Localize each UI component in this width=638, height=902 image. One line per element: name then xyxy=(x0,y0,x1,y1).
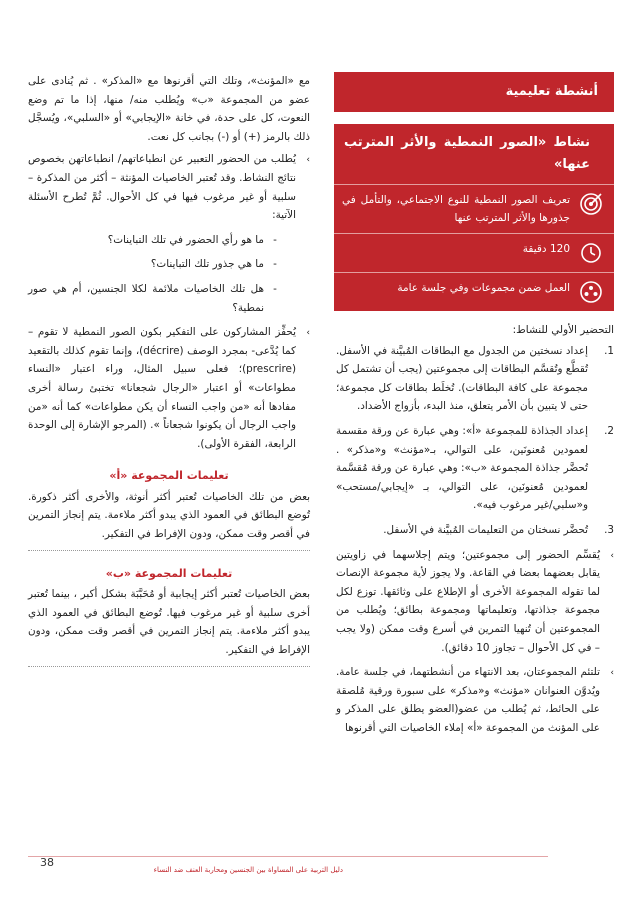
continuation-paragraph: مع «المؤنث»، وتلك التي أقرنوها مع «المذكر» . ثم يُنادى على عضو من المجموعة «ب» ويُطلب منه/ منها، إذا ما تم وضع النعوت، كل على حدة، في خانة «الإيجابي» أو «السلبي»، ويُسجَّل ذلك بالرمز (+) أو (-) بجانب كل نعت. xyxy=(28,75,310,143)
group-b-title: تعليمات المجموعة «ب» xyxy=(105,566,233,580)
question-marker: - xyxy=(273,233,277,246)
page-number: 38 xyxy=(40,856,54,869)
divider xyxy=(28,666,310,667)
prep-section xyxy=(336,321,614,737)
step-text: إعداد الجذاذة للمجموعة «أ»: وهي عبارة عن ورقة مقسمة لعمودين مُعنونَين، على التوالي، بـ«مؤنث» و«مذكر» . تُحضَّر جذاذة المجموعة «ب»: وهي عبارة عن ورقة مُقسَّمة لعمودين مُعنونَين، على التوالي، بـ «إيجابي/مستحب» و«سلبي/غير مرغوب فيه». xyxy=(336,424,588,512)
discussion-bullet xyxy=(28,150,310,224)
discussion-bullet xyxy=(28,323,310,453)
step-text: تُحضَّر نسختان من التعليمات المُبيَّنة في الأسفل. xyxy=(383,523,588,536)
prep-title: التحضير الأولي للنشاط: xyxy=(512,324,614,336)
clock-icon xyxy=(578,240,604,266)
left-column xyxy=(28,72,310,671)
objective-row xyxy=(334,184,614,233)
bullet-text: يُقسِّم الحضور إلى مجموعتين؛ ويتم إجلاسهما في زاويتين يقابل بعضهما بعضا في القاعة. ولا يجوز لأية مجموعة الإنصات لما تقوله المجموعة الأخرى أو الإطلاع على وثائقها. توزع لكل مجموعة جذاذتها، وتعليماتها ومجموعة بطائق؛ ويُطلب من المجموعتين أن تُنهيا التمرين في أسرع وقت ممكن (ولا يجب – في كل الأحوال – تجاوز 10 دقائق). xyxy=(336,548,600,654)
bullet-marker: › xyxy=(306,328,310,339)
right-column xyxy=(336,72,614,743)
bullet-text: يُطلب من الحضور التعبير عن انطباعاتهم/ انطباعاتهن بخصوص نتائج النشاط. وقد تُعتبر الخاصيات المؤنثة – أكثر من المذكرة – سلبية أو غير مرغوب فيها في كل الأحوال. ثُمَّ تُطرح الأسئلة الآتية: xyxy=(28,153,296,222)
group-icon xyxy=(578,279,604,305)
activity-title: نشاط «الصور النمطية والأثر المترتب عنها» xyxy=(344,135,590,172)
step-number: 3. xyxy=(604,523,614,536)
question-item xyxy=(28,255,310,274)
prep-bullet xyxy=(336,546,614,658)
bullet-marker: › xyxy=(610,668,614,679)
question-item xyxy=(28,231,310,250)
prep-step xyxy=(336,521,614,540)
question-text: ما هو رأي الحضور في تلك التباينات؟ xyxy=(107,233,264,246)
duration-text: 120 دقيقة xyxy=(522,243,570,255)
question-text: هل تلك الخاصيات ملائمة لكلا الجنسين، أم هي صور نمطية؟ xyxy=(28,282,264,314)
format-text: العمل ضمن مجموعات وفي جلسة عامة xyxy=(397,282,570,294)
duration-row xyxy=(334,233,614,272)
question-marker: - xyxy=(273,282,277,295)
bullet-marker: › xyxy=(610,550,614,561)
bullet-marker: › xyxy=(306,155,310,166)
group-a-title: تعليمات المجموعة «أ» xyxy=(109,469,229,483)
bullet-text: تلتئم المجموعتان، بعد الانتهاء من أنشطتهما، في جلسة عامة. ويُدوَّن العنوانان «مؤنث» و«مذكر» على سبورة ورقية مُلصقة على الحائط، ثم يُطلب من عضو(العضو يطلق على المذكر و على المؤنث من المجموعة «أ» إملاء الخاصيات التي أقرنوها xyxy=(336,666,600,734)
footer-rule xyxy=(28,856,548,857)
question-text: ما هي جذور تلك التباينات؟ xyxy=(150,258,264,271)
step-text: إعداد نسختين من الجدول مع البطاقات المُبيَّنة في الأسفل. تُقطَّع وتُقسَّم البطاقات إلى مجموعتين (يجب أن تشتمل كل مجموعة على كافة البطاقات). تُخلَط بطاقات كل مجموعة؛ حتى لا يتبين بأن الأمر يتعلق، منذ البدء، بأزواج الأضداد. xyxy=(336,344,588,413)
objective-text: تعريف الصور النمطية للنوع الاجتماعي، والتأمل في جذورها والأثر المترتب عنها xyxy=(342,194,570,224)
format-row xyxy=(334,272,614,311)
divider xyxy=(28,550,310,551)
question-marker: - xyxy=(273,258,277,271)
prep-step xyxy=(336,422,614,515)
section-banner: أنشطة تعليمية xyxy=(334,72,614,112)
bullet-text: يُحفِّز المشاركون على التفكير بكون الصور النمطية لا تقوم – كما يُدَّعى- بمجرد الوصف (décrire)، وإنما تقوم كذلك بالتقعيد (prescrire)؛ فعلى سبيل المثال، وراء اعتبار «النساء مطواعات» أو اعتبار «الرجال شجعانا» تختبئ رسالة أخرى مفادها أنه «من واجب النساء أن يكن مطواعات» كما أنه «من واجب الرجال أن يكونوا شجعاناً ». (المرجو الإشارة إلى الوحدة الرابعة، الفقرة الأولى). xyxy=(28,326,296,450)
activity-box xyxy=(334,124,614,311)
question-item xyxy=(28,280,310,317)
footer-title: دليل التربية على المساواة بين الجنسين ومحاربة العنف ضد النساء xyxy=(153,866,343,874)
step-number: 1. xyxy=(604,344,614,357)
group-a-text: بعض من تلك الخاصيات تُعتبر أكثر أنوثة، والأخرى أكثر ذكورة. تُوضع البطائق في العمود الذي يبدو أكثر ملاءمة. يتم إنجاز التمرين في أقصر وقت ممكن، ودون الإفراط في التفكير. xyxy=(28,490,310,541)
group-b-text: بعض الخاصيات تُعتبر أكثر إيجابية أو مُحَبَّبَة بشكل أكبر ، بينما تُعتبر أخرى سلبية أو غير مرغوب فيها. تُوضع البطائق في العمود الذي يبدو أكثر ملاءمة. يتم إنجاز التمرين في أقصر وقت ممكن، ودون الإفراط في التفكير. xyxy=(28,588,310,657)
step-number: 2. xyxy=(604,424,614,437)
prep-bullet xyxy=(336,663,614,737)
prep-step xyxy=(336,342,614,416)
target-icon xyxy=(578,191,604,217)
